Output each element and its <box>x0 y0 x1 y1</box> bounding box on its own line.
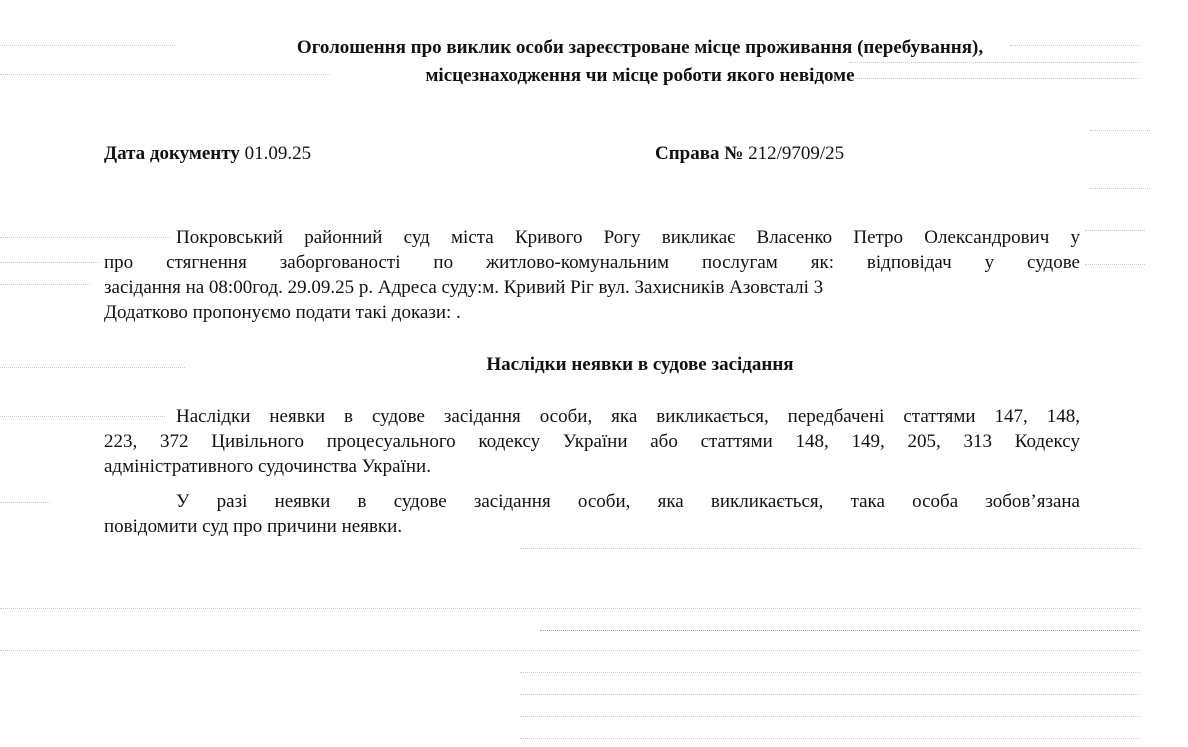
scan-artifact <box>520 694 1140 696</box>
title-line-2: місцезнаходження чи місце роботи якого невідоме <box>425 65 855 86</box>
summons-line-2: про стягнення заборгованості по житлово-комунальним послугам як: відповідач у судове <box>104 252 1080 273</box>
scan-artifact <box>1085 230 1145 232</box>
scan-artifact <box>0 262 100 264</box>
case-label: Справа № <box>655 143 744 164</box>
consequences-paragraph-2 <box>104 489 1080 539</box>
document-title <box>100 34 1180 90</box>
date-value: 01.09.25 <box>244 143 312 164</box>
case-number <box>655 143 844 165</box>
scan-artifact <box>520 548 1140 550</box>
scan-artifact <box>1085 264 1145 266</box>
consequences-p1-line-3: адміністративного судочинства України. <box>104 456 431 477</box>
scan-artifact <box>520 738 1140 740</box>
case-value: 212/9709/25 <box>748 143 845 164</box>
document-date <box>104 143 311 165</box>
summons-paragraph <box>104 225 1080 325</box>
scan-artifact <box>1090 188 1150 190</box>
scan-artifact <box>0 502 50 504</box>
consequences-paragraph-1 <box>104 404 1080 479</box>
consequences-p2-line-2: повідомити суд про причини неявки. <box>104 516 403 537</box>
scan-artifact <box>1090 130 1150 132</box>
scan-artifact <box>0 608 1140 610</box>
consequences-p1-line-1: Наслідки неявки в судове засідання особи, яка викликається, передбачені статтями 147, 148, <box>176 406 1080 427</box>
summons-line-1: Покровський районний суд міста Кривого Рогу викликає Власенко Петро Олександрович у <box>176 227 1080 248</box>
scan-artifact <box>0 650 1140 652</box>
scan-artifact <box>520 716 1140 718</box>
summons-line-4: Додатково пропонуємо подати такі докази: . <box>104 302 461 323</box>
date-label: Дата документу <box>104 143 240 164</box>
scan-artifact <box>540 630 1140 632</box>
title-line-1: Оголошення про виклик особи зареєстроване місце проживання (перебування), <box>296 37 984 58</box>
scan-artifact <box>520 672 1140 674</box>
summons-line-3: засідання на 08:00год. 29.09.25 р. Адреса суду:м. Кривий Ріг вул. Захисників Азовсталі 3 <box>104 277 824 298</box>
consequences-heading: Наслідки неявки в судове засідання <box>486 354 794 375</box>
consequences-p2-line-1: У разі неявки в судове засідання особи, яка викликається, така особа зобов’язана <box>176 491 1080 512</box>
consequences-p1-line-2: 223, 372 Цивільного процесуального кодексу України або статтями 148, 149, 205, 313 Кодексу <box>104 431 1080 452</box>
scan-artifact <box>0 284 90 286</box>
